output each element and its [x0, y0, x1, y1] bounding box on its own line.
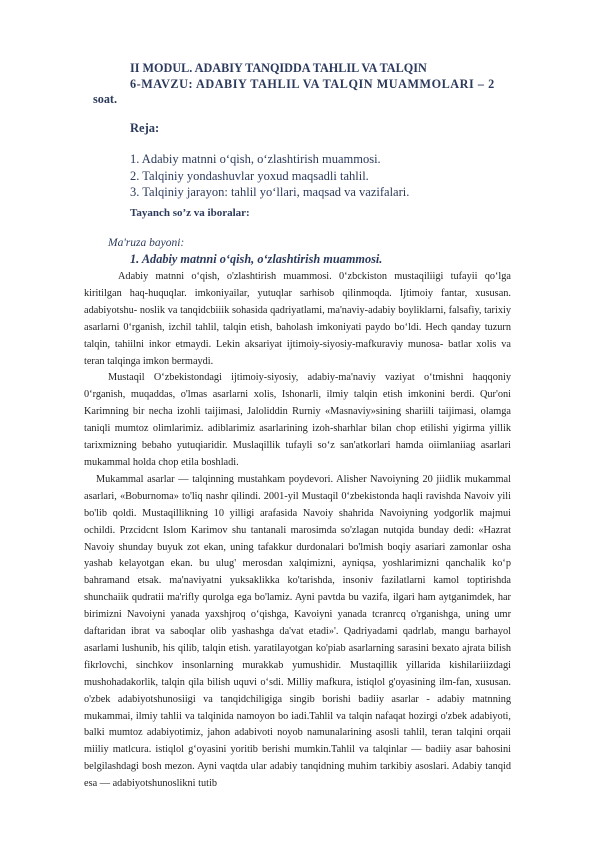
- section-title: 1. Adabiy matnni oʻqish, oʻzlashtirish muammosi.: [130, 252, 383, 266]
- module-title: II MODUL. ADABIY TANQIDDA TAHLIL VA TALQIN: [130, 61, 427, 75]
- paragraph: Mukammal asarlar — talqinning mustahkam poydevori. Alisher Navoiyning 20 jiidlik mukammal asarlari, «Boburnoma» to'liq nashr qilindi. 2001-yil Mustaqil 0ʻzbekistonda haqli ravishda Navoiv yili bo'lib qoldi. Mustaqillikning 10 yilligi arafasida Navoiy shahrida Navoiyning yodgorlik majmui ochildi. Przcidcnt Islom Karimov shu tantanali marosimda so'zlagan nutqida bunday dedi: «Hazrat Navoiy shunday buyuk zot ekan, uning tafakkur durdonalari bo'lmish boqiy asariari zamonlar osha yashab kelayotgan ekan. bu ulug' merosdan xalqimizni, ayniqsa, yoshlarimizni qanchalik koʻp bahramand etsak. ma'naviyatni yuksaklikka ko'tarishda, insoniv fazilatlarni kamol toptirishda shunchaiik qudratii ma'rifly qurolga ega bo'lamiz. Ayni pavtda bu vazifa, ilgari ham aytganimdek, har birimizni Navoiyni yanada yaxshjroq oʻqishga, Kavoiyni yanada tcranrcq o'rganishga, uning umr daftaridan ibrat va saboqlar olib yashashga da'vat etadi»'. Qadriyadami qadrlab, mangu barhayol asarlami lushunib, his qilib, talqin etish. yaratilayotgan ko'piab asarlarning sarasini bexato ajrata bilish fikrlovchi, sinchkov insonlarning murakkab yumushidir. Mustaqillik yillarida kishilariiizdagi mushohadakorlik, talqin qila bilish uquvi oʻsdi. Milliy mafkura, istiqlol g'oyasining ilm-fan, xususan. o'zbek adabiyotshunosiigi va tanqidchiligiga singib borishi badiiy asarlar - adabiy matnning mukammai, ilmiy tahlii va talqinida namoyon bo iadi.Tahlil va talqin nafaqat hozirgi o'zbek adabiyoti, balki mumtoz adabiyotimiz, jahon adabivoti noyob namunalarining asosli tahlil, teran talqini orqaii miiliy matlcura. istiqlol gʻoyasini yoritib berishi mumkin.Tahlil va talqinlar — badiiy asar bahosini belgilashdagi bosh mezon. Ayni vaqtda ular adabiy tanqidning muhim tarkibiy asoslari. Adabiy tanqid esa — adabiyotshunoslikni tutib: [84, 473, 511, 790]
- body-text: [84, 269, 511, 793]
- lecture-label: Ma'ruza bayoni:: [108, 237, 185, 249]
- document-header: [130, 61, 550, 92]
- plan-item: 1. Adabiy matnni oʻqish, oʻzlashtirish muammosi.: [130, 152, 381, 166]
- topic-title: 6-MAVZU: ADABIY TAHLIL VA TALQIN MUAMMOLARI – 2: [130, 76, 495, 91]
- paragraph: Mustaqil Oʻzbekistondagi ijtimoiy-siyosiy, adabiy-ma'naviy vaziyat oʻtmishni haqqoniy 0ʻrganish, muqaddas, o'lmas asarlarni xolis, Ishonarli, ilmiy talqin etish imkonini berdi. Qur'oni Karimning bir necha izohli taijimasi, Jaloliddin Rurniy «Masnaviy»sining shariili taijimasi, olamga taniqli mumtoz olimlarimiz. adiblarimiz asarlarining izoh-sharhlar bilan chop etilishi yigirma yillik tarixmizning bebaho yutuqiaridir. Muslaqillik tufayli soʻz san'atkorlari hamda oiimlaniiag asarlari mukammal holda chop etila boshladi.: [84, 372, 511, 468]
- plan-item: 3. Talqiniy jarayon: tahlil yoʻllari, maqsad va vazifalari.: [130, 185, 410, 199]
- plan-title: Reja:: [130, 121, 160, 135]
- plan-item: 2. Talqiniy yondashuvlar yoxud maqsadli tahlil.: [130, 168, 369, 183]
- plan-list: [130, 151, 409, 201]
- paragraph: Adabiy matnni oʻqish, o'zlashtirish muammosi. 0ʻzbckiston mustaqiliigi tufayii qoʻlga kiritilgan haq-huquqlar. imkoniyailar, yutuqlar sarhisob qilinmoqda. Ijtimoiy fantar, xususan. adabiyotshu- noslik va tanqidcbiiik sohasida qadriyatlami, ma'naviy-adabiy boyliklarni, falsafiy, tarixiy asarlarni 0ʻrganish, izchil tahlil, talqin etish, baholash imkoniyati paydo boʻldi. Hech qanday tuzurn talqin, tahiilni inkor etmaydi. Lekin aksariyat ijtimoiy-siyosiy-mafkuraviy munosa- batlar xolis va teran talqinga imkon bermaydi.: [84, 271, 511, 367]
- keywords-label: Tayanch soʼz va iboralar:: [130, 207, 250, 219]
- topic-hours: soat.: [93, 92, 118, 106]
